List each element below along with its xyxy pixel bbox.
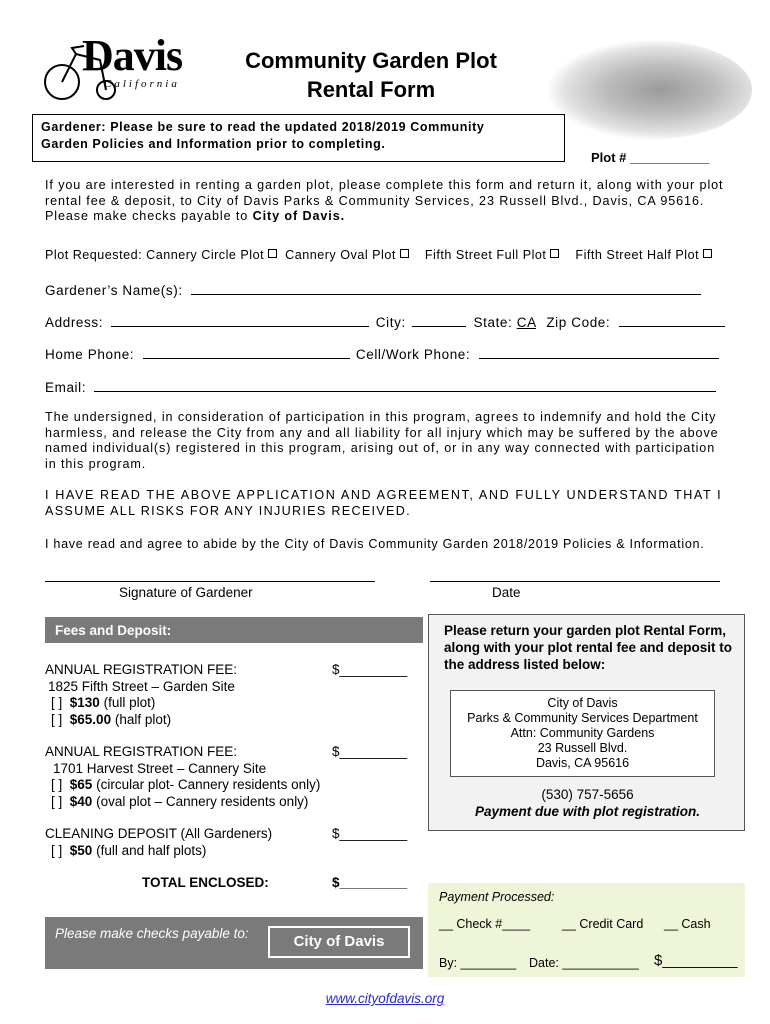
zip-field[interactable]	[619, 313, 725, 327]
checkbox-icon[interactable]	[400, 249, 409, 258]
total-row	[142, 875, 422, 892]
checkbox-bracket[interactable]: [ ]	[51, 842, 63, 858]
reg2-row	[45, 744, 425, 761]
plot-number-field[interactable]: Plot # ___________	[591, 150, 710, 165]
intro-line-2: rental fee & deposit, to City of Davis Parks & Community Services, 23 Russell Blvd., Davis, CA 95616.	[45, 193, 705, 208]
address-line-5: Davis, CA 95616	[535, 756, 630, 770]
checkbox-bracket[interactable]: [ ]	[51, 793, 63, 809]
checkbox-bracket[interactable]: [ ]	[51, 695, 63, 710]
mailing-address	[450, 690, 715, 777]
payment-processed-box	[428, 883, 745, 977]
website-link[interactable]: www.cityofdavis.org	[325, 991, 445, 1006]
checks-payable-box	[45, 917, 423, 969]
logo-wordmark: Davis	[82, 31, 183, 80]
payment-credit-card-field[interactable]: __ Credit Card	[562, 917, 644, 931]
checkbox-bracket[interactable]: [ ]	[51, 777, 63, 792]
waiver-line-3: named individual(s) registered in this program, arising out of, or in any way connected with participation	[45, 441, 716, 455]
checkbox-icon[interactable]	[550, 249, 559, 258]
address-line-4: 23 Russell Blvd.	[537, 741, 628, 755]
plot-requested-label: Plot Requested:	[45, 248, 143, 262]
phone-row	[45, 345, 719, 362]
city-field[interactable]	[412, 313, 466, 327]
acknowledge-line-2: ASSUME ALL RISKS FOR ANY INJURIES RECEIVED.	[45, 503, 411, 518]
acknowledge-line-1: I HAVE READ THE ABOVE APPLICATION AND AGREEMENT, AND FULLY UNDERSTAND THAT I	[45, 488, 723, 502]
return-instructions	[444, 622, 732, 673]
reg1-option-full[interactable]: [ ] $130 (full plot)	[51, 695, 156, 710]
plot-option-cannery-oval[interactable]: Cannery Oval Plot	[285, 248, 409, 262]
intro-line-3: Please make checks payable to City of Davis.	[45, 209, 346, 222]
address-field[interactable]	[111, 313, 369, 327]
notice-line-1: Gardener: Please be sure to read the updated 2018/2019 Community	[41, 120, 485, 134]
notice-line-2: Garden Policies and Information prior to completing.	[41, 137, 386, 151]
checkbox-icon[interactable]	[703, 249, 712, 258]
cleaning-amount-field[interactable]: $_________	[332, 826, 408, 841]
payment-due-note: Payment due with plot registration.	[474, 804, 701, 819]
plot-option-cannery-circle[interactable]: Cannery Circle Plot	[146, 248, 277, 262]
city-label: City:	[375, 315, 406, 330]
intro-paragraph	[45, 178, 745, 222]
plot-requested-row	[45, 248, 712, 262]
address-line-2: Parks & Community Services Department	[467, 711, 698, 725]
signature-label: Signature of Gardener	[119, 585, 253, 600]
reg1-row	[45, 662, 425, 679]
title-line-2: Rental Form	[306, 77, 436, 102]
fees-section	[45, 662, 425, 859]
address-row	[45, 313, 725, 330]
payee-name: City of Davis.	[252, 209, 346, 222]
email-label: Email:	[45, 380, 87, 395]
reg2-option-oval[interactable]: [ ] $40 (oval plot – Cannery residents only)	[51, 793, 309, 809]
logo-subtitle: California	[104, 78, 180, 90]
form-title	[200, 46, 542, 104]
payment-by-field[interactable]: By: ________	[439, 956, 517, 970]
address-line-3: Attn: Community Gardens	[510, 726, 655, 740]
reg2-label: ANNUAL REGISTRATION FEE:	[45, 744, 238, 759]
agree-policies-text: I have read and agree to abide by the City of Davis Community Garden 2018/2019 Policies & Information.	[45, 537, 705, 551]
footer	[0, 990, 770, 1008]
reg1-option-half[interactable]: [ ] $65.00 (half plot)	[51, 711, 172, 727]
checkbox-icon[interactable]	[268, 249, 277, 258]
reg1-label: ANNUAL REGISTRATION FEE:	[45, 662, 238, 677]
payment-cash-field[interactable]: __ Cash	[664, 917, 711, 931]
title-line-1: Community Garden Plot	[245, 48, 497, 73]
return-line-2: along with your plot rental fee and deposit to	[444, 640, 733, 655]
gardener-names-row	[45, 281, 701, 298]
email-row	[45, 378, 716, 395]
return-line-1: Please return your garden plot Rental Form,	[444, 623, 727, 638]
waiver-line-4: in this program.	[45, 456, 147, 471]
checks-payable-label: Please make checks payable to:	[55, 926, 249, 941]
reg1-amount-field[interactable]: $_________	[332, 662, 408, 677]
cell-phone-label: Cell/Work Phone:	[355, 347, 471, 362]
state-label: State:	[473, 315, 513, 330]
notice-box	[32, 114, 565, 162]
cleaning-row	[45, 826, 425, 843]
waiver-line-1: The undersigned, in consideration of participation in this program, agrees to indemnify and hold the City	[45, 410, 717, 424]
acknowledge-paragraph	[45, 488, 745, 519]
date-label: Date	[492, 585, 521, 600]
reg1-site: 1825 Fifth Street – Garden Site	[48, 678, 235, 694]
home-phone-label: Home Phone:	[45, 347, 135, 362]
reg2-amount-field[interactable]: $_________	[332, 744, 408, 759]
return-line-3: the address listed below:	[444, 657, 606, 672]
reg2-option-circular[interactable]: [ ] $65 (circular plot- Cannery residents only)	[51, 777, 321, 792]
reg2-site: 1701 Harvest Street – Cannery Site	[53, 760, 267, 776]
waiver-paragraph	[45, 410, 745, 472]
fees-heading: Fees and Deposit:	[45, 617, 423, 643]
cleaning-option[interactable]: [ ] $50 (full and half plots)	[51, 842, 207, 858]
checkbox-bracket[interactable]: [ ]	[51, 711, 63, 727]
phone-number: (530) 757-5656	[541, 787, 634, 802]
payment-date-field[interactable]: Date: ___________	[529, 956, 639, 970]
intro-line-1: If you are interested in renting a garden plot, please complete this form and return it, along with your plot	[45, 178, 724, 192]
plot-option-fifth-full[interactable]: Fifth Street Full Plot	[425, 248, 560, 262]
payee-button: City of Davis	[268, 926, 410, 958]
state-value[interactable]: CA	[516, 315, 536, 330]
waiver-line-2: harmless, and release the City from any and all liability for all injury which may be suffered by the above	[45, 425, 719, 440]
total-amount-field[interactable]: $_________	[332, 875, 408, 890]
payment-processed-title: Payment Processed:	[439, 890, 555, 904]
gardener-names-label: Gardener’s Name(s):	[45, 283, 183, 298]
cell-phone-field[interactable]	[479, 345, 719, 359]
email-field[interactable]	[94, 378, 716, 392]
address-line-1: City of Davis	[547, 696, 618, 710]
total-label: TOTAL ENCLOSED:	[142, 875, 269, 890]
date-line[interactable]	[430, 581, 720, 582]
payment-check-field[interactable]: __ Check #____	[439, 917, 531, 931]
home-phone-field[interactable]	[143, 345, 350, 359]
address-label: Address:	[45, 315, 104, 330]
plot-option-fifth-half[interactable]: Fifth Street Half Plot	[575, 248, 712, 262]
zip-label: Zip Code:	[546, 315, 611, 330]
return-info-box	[428, 614, 745, 831]
payment-amount-field[interactable]: $_________	[654, 952, 738, 969]
city-logo	[42, 30, 192, 102]
signature-line[interactable]	[45, 581, 375, 582]
cleaning-label: CLEANING DEPOSIT (All Gardeners)	[45, 826, 273, 841]
gardener-names-field[interactable]	[191, 281, 701, 295]
garden-photo	[548, 40, 752, 140]
